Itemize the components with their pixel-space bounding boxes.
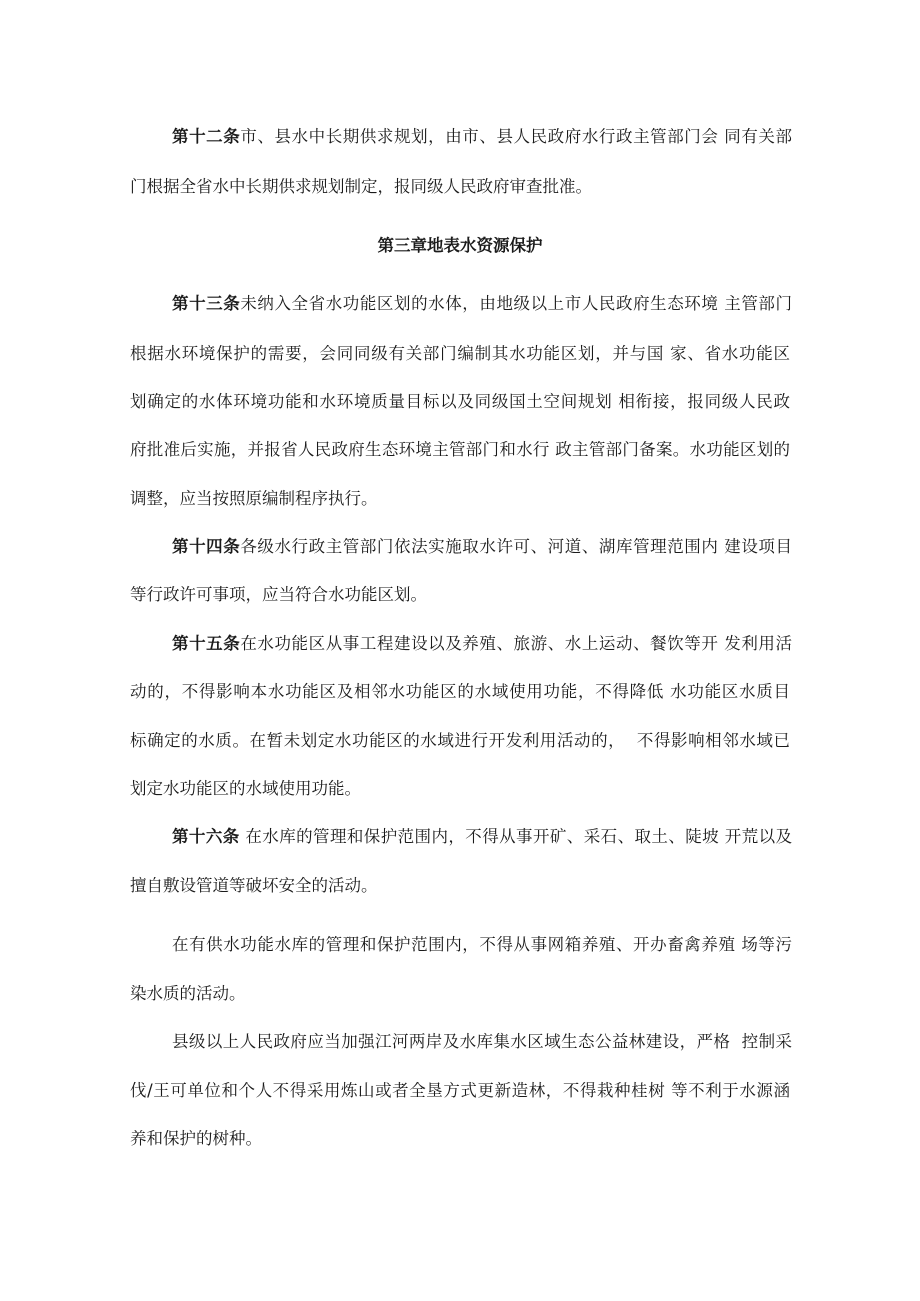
article-15-line-2: 动的，不得影响本水功能区及相邻水功能区的水域使用功能，不得降低 水功能区水质目 bbox=[130, 682, 790, 701]
article-12-label: 第十二条 bbox=[172, 127, 241, 146]
article-15-label: 第十五条 bbox=[172, 634, 241, 653]
article-15-line-1: 第十五条在水功能区从事工程建设以及养殖、旅游、水上运动、餐饮等开 发利用活 bbox=[172, 634, 793, 653]
article-16-para3-line-2: 伐/王可单位和个人不得采用炼山或者全垦方式更新造林，不得栽种桂树 等不利于水源涵 bbox=[130, 1081, 790, 1100]
article-14-label: 第十四条 bbox=[172, 537, 241, 556]
article-16-para2-line-1: 在有供水功能水库的管理和保护范围内，不得从事网箱养殖、开办畜禽养殖 场等污 bbox=[172, 935, 792, 954]
article-13-line-1: 第十三条未纳入全省水功能区划的水体，由地级以上市人民政府生态环境 主管部门 bbox=[172, 294, 793, 313]
article-15-line-4: 划定水功能区的水域使用功能。 bbox=[130, 779, 361, 798]
article-16-label: 第十六条 bbox=[172, 827, 240, 846]
article-16-para3-line-3: 养和保护的树种。 bbox=[130, 1129, 262, 1148]
article-13-line-2: 根据水环境保护的需要，会同同级有关部门编制其水功能区划，并与国 家、省水功能区 bbox=[130, 344, 790, 363]
article-13-line-3: 划确定的水体环境功能和水环境质量目标以及同级国土空间规划 相衔接，报同级人民政 bbox=[130, 392, 790, 411]
article-16-para2-line-2: 染水质的活动。 bbox=[130, 984, 246, 1003]
article-14-line-2: 等行政许可事项，应当符合水功能区划。 bbox=[130, 585, 427, 604]
article-13-label: 第十三条 bbox=[172, 294, 241, 313]
article-16-line-2: 擅自敷设管道等破坏安全的活动。 bbox=[130, 876, 378, 895]
article-13-line-5: 调整，应当按照原编制程序执行。 bbox=[130, 489, 378, 508]
chapter-heading: 第三章地表水资源保护 bbox=[377, 236, 543, 255]
article-13-line-4: 府批准后实施，并报省人民政府生态环境主管部门和水行 政主管部门备案。水功能区划的 bbox=[130, 440, 790, 459]
article-14-line-1: 第十四条各级水行政主管部门依法实施取水许可、河道、湖库管理范围内 建设项目 bbox=[172, 537, 793, 556]
article-16-line-1: 第十六条 在水库的管理和保护范围内，不得从事开矿、采石、取土、陡坡 开荒以及 bbox=[172, 827, 793, 846]
article-12-line-1: 第十二条市、县水中长期供求规划，由市、县人民政府水行政主管部门会 同有关部 bbox=[172, 127, 793, 146]
article-12-line-2: 门根据全省水中长期供求规划制定，报同级人民政府审查批准。 bbox=[130, 177, 592, 196]
article-15-line-3: 标确定的水质。在暂未划定水功能区的水域进行开发利用活动的， 不得影响相邻水域已 bbox=[130, 731, 790, 750]
article-16-para3-line-1: 县级以上人民政府应当加强江河两岸及水库集水区域生态公益林建设，严格 控制采 bbox=[172, 1032, 792, 1051]
